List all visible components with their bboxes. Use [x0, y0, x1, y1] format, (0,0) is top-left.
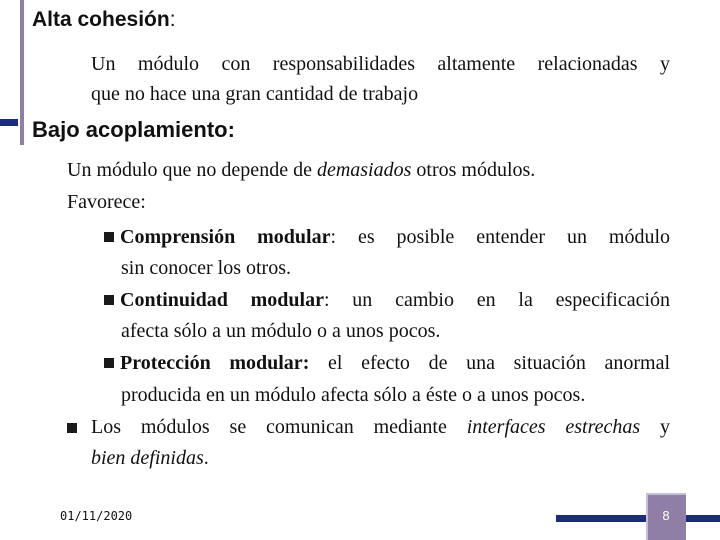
heading-alta-cohesion-text: Alta cohesión — [32, 8, 170, 31]
benefit-item-comprension-cont: sin conocer los otros. — [121, 257, 291, 279]
favorece-label: Favorece: — [67, 191, 146, 213]
benefit-item-proteccion-cont: producida en un módulo afecta sólo a éste o a unos pocos. — [121, 384, 586, 406]
benefit-item-comprension — [104, 222, 670, 253]
cohesion-desc-line-1: Un módulo con responsabilidades altamente relacionadas y — [91, 53, 670, 75]
heading-bajo-acoplamiento: Bajo acoplamiento: — [32, 117, 235, 142]
interfaces-emphasis: interfaces estrechas — [466, 416, 641, 438]
square-bullet-icon — [104, 358, 114, 368]
square-bullet-icon — [67, 423, 77, 433]
left-accent-tab — [0, 119, 18, 126]
benefit-item-continuidad-cont: afecta sólo a un módulo o a unos pocos. — [121, 320, 441, 342]
interfaces-line-1 — [91, 412, 670, 443]
interfaces-line-2 — [91, 443, 209, 474]
cohesion-desc-line-2: que no hace una gran cantidad de trabajo — [91, 83, 419, 105]
benefit-term: Continuidad modular — [120, 289, 324, 311]
footer-accent-bar — [556, 515, 720, 522]
heading-alta-cohesion-colon: : — [169, 8, 176, 31]
benefit-term: Comprensión modular — [120, 226, 331, 248]
intro-emphasis: demasiados — [316, 159, 412, 181]
benefit-term: Protección modular: — [120, 352, 310, 374]
page-number: 8 — [662, 508, 670, 523]
benefit-desc: el efecto de una situación anormal — [309, 352, 670, 374]
benefit-item-proteccion — [104, 348, 670, 379]
acoplamiento-intro — [67, 155, 535, 186]
square-bullet-icon — [104, 295, 114, 305]
interfaces-period: . — [203, 447, 209, 469]
square-bullet-icon — [104, 232, 114, 242]
intro-text-b: otros módulos. — [411, 159, 536, 181]
interfaces-text-b: y — [640, 416, 670, 438]
footer-date: 01/11/2020 — [60, 509, 133, 523]
left-accent-bar — [20, 0, 24, 145]
heading-alta-cohesion — [32, 8, 176, 32]
intro-text-a: Un módulo que no depende de — [67, 159, 317, 181]
benefit-desc: : un cambio en la especificación — [323, 289, 671, 311]
interfaces-emphasis-2: bien definidas — [91, 447, 204, 469]
interfaces-text-a: Los módulos se comunican mediante — [91, 416, 467, 438]
benefit-item-continuidad — [104, 285, 670, 316]
benefit-desc: : es posible entender un módulo — [330, 226, 671, 248]
